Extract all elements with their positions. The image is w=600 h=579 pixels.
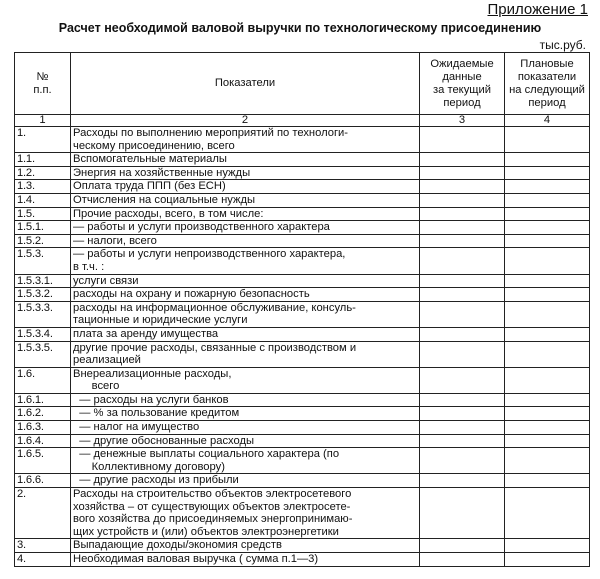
row-value-planned (505, 288, 590, 302)
row-number: 1.5.3.2. (15, 288, 71, 302)
row-description: — другие расходы из прибыли (71, 474, 420, 488)
row-number: 1.5.2. (15, 234, 71, 248)
row-value-current (420, 474, 505, 488)
row-description: Оплата труда ППП (без ЕСН) (71, 180, 420, 194)
row-value-current (420, 327, 505, 341)
row-description: — денежные выплаты социального характера (по Коллективному договору) (71, 448, 420, 474)
row-description: Расходы на строительство объектов электросетевого хозяйства – от существующих объектов электросете- вого хозяйства до присоединяемых энергопринимаю- щих устройств и (или) объектов электроэнергетики (71, 488, 420, 539)
table-row (15, 234, 590, 248)
row-value-planned (505, 341, 590, 367)
table-row (15, 393, 590, 407)
table-row (15, 153, 590, 167)
table-row (15, 474, 590, 488)
revenue-table (14, 52, 590, 567)
row-number: 1.2. (15, 166, 71, 180)
row-value-planned (505, 421, 590, 435)
column-number: 1 (15, 115, 71, 127)
row-number: 1.6.6. (15, 474, 71, 488)
row-number: 1.6.4. (15, 434, 71, 448)
row-description: — налог на имущество (71, 421, 420, 435)
row-number: 2. (15, 488, 71, 539)
table-row (15, 553, 590, 567)
row-value-planned (505, 367, 590, 393)
row-value-current (420, 421, 505, 435)
table-row (15, 327, 590, 341)
row-number: 1.6. (15, 367, 71, 393)
row-value-current (420, 234, 505, 248)
row-description: плата за аренду имущества (71, 327, 420, 341)
row-number: 1.5.3.1. (15, 274, 71, 288)
row-value-current (420, 248, 505, 274)
row-value-current (420, 488, 505, 539)
table-row (15, 341, 590, 367)
table-row (15, 488, 590, 539)
row-value-planned (505, 166, 590, 180)
row-value-current (420, 341, 505, 367)
table-row (15, 248, 590, 274)
row-value-planned (505, 248, 590, 274)
table-header-row (15, 53, 590, 115)
row-value-current (420, 288, 505, 302)
document-title: Расчет необходимой валовой выручки по технологическому присоединению (58, 21, 542, 35)
row-number: 1.6.2. (15, 407, 71, 421)
row-value-planned (505, 207, 590, 221)
row-number: 1. (15, 127, 71, 153)
row-description: — налоги, всего (71, 234, 420, 248)
row-description: — расходы на услуги банков (71, 393, 420, 407)
table-body (15, 127, 590, 567)
table-row (15, 221, 590, 235)
row-number: 4. (15, 553, 71, 567)
row-value-planned (505, 393, 590, 407)
table-row (15, 301, 590, 327)
row-description: расходы на информационное обслуживание, консуль- тационные и юридические услуги (71, 301, 420, 327)
row-number: 1.5.3.5. (15, 341, 71, 367)
row-value-planned (505, 539, 590, 553)
row-value-current (420, 166, 505, 180)
table-row (15, 421, 590, 435)
column-header: Ожидаемые данные за текущий период (420, 53, 505, 115)
table-row (15, 407, 590, 421)
row-description: Внереализационные расходы, всего (71, 367, 420, 393)
row-number: 1.4. (15, 193, 71, 207)
row-description: — другие обоснованные расходы (71, 434, 420, 448)
row-description: — работы и услуги непроизводственного характера, в т.ч. : (71, 248, 420, 274)
row-value-planned (505, 553, 590, 567)
row-number: 1.6.5. (15, 448, 71, 474)
row-value-current (420, 221, 505, 235)
row-description: Отчисления на социальные нужды (71, 193, 420, 207)
row-number: 1.6.3. (15, 421, 71, 435)
row-value-planned (505, 327, 590, 341)
row-description: расходы на охрану и пожарную безопасность (71, 288, 420, 302)
column-header: Показатели (71, 53, 420, 115)
row-value-current (420, 407, 505, 421)
appendix-label: Приложение 1 (487, 1, 588, 18)
row-number: 1.5.3.4. (15, 327, 71, 341)
row-value-current (420, 448, 505, 474)
row-value-current (420, 434, 505, 448)
row-value-planned (505, 448, 590, 474)
row-value-current (420, 207, 505, 221)
table-row (15, 448, 590, 474)
row-description: Необходимая валовая выручка ( сумма п.1—3) (71, 553, 420, 567)
column-number: 3 (420, 115, 505, 127)
row-value-current (420, 553, 505, 567)
row-number: 1.5.1. (15, 221, 71, 235)
row-number: 1.5.3. (15, 248, 71, 274)
table-row (15, 367, 590, 393)
row-value-planned (505, 301, 590, 327)
row-number: 1.5.3.3. (15, 301, 71, 327)
row-number: 3. (15, 539, 71, 553)
row-value-planned (505, 474, 590, 488)
row-description: другие прочие расходы, связанные с производством и реализацией (71, 341, 420, 367)
table-row (15, 166, 590, 180)
row-value-planned (505, 193, 590, 207)
row-value-current (420, 393, 505, 407)
row-value-planned (505, 234, 590, 248)
row-value-planned (505, 407, 590, 421)
table-row (15, 127, 590, 153)
row-value-planned (505, 488, 590, 539)
row-value-current (420, 153, 505, 167)
row-value-current (420, 274, 505, 288)
table-row (15, 539, 590, 553)
row-description: Прочие расходы, всего, в том числе: (71, 207, 420, 221)
row-description: Вспомогательные материалы (71, 153, 420, 167)
row-value-planned (505, 434, 590, 448)
row-value-planned (505, 180, 590, 194)
row-value-current (420, 367, 505, 393)
table-row (15, 274, 590, 288)
column-numbers-row (15, 115, 590, 127)
row-value-current (420, 180, 505, 194)
row-number: 1.6.1. (15, 393, 71, 407)
row-value-current (420, 539, 505, 553)
column-number: 2 (71, 115, 420, 127)
table-row (15, 434, 590, 448)
row-number: 1.5. (15, 207, 71, 221)
row-description: — % за пользование кредитом (71, 407, 420, 421)
row-value-current (420, 127, 505, 153)
column-header: Плановые показатели на следующий период (505, 53, 590, 115)
row-value-planned (505, 127, 590, 153)
row-description: услуги связи (71, 274, 420, 288)
table-row (15, 207, 590, 221)
row-value-planned (505, 274, 590, 288)
row-description: Расходы по выполнению мероприятий по технологи- ческому присоединению, всего (71, 127, 420, 153)
table-row (15, 180, 590, 194)
row-description: Выпадающие доходы/экономия средств (71, 539, 420, 553)
table-row (15, 193, 590, 207)
row-value-current (420, 301, 505, 327)
row-description: Энергия на хозяйственные нужды (71, 166, 420, 180)
row-value-planned (505, 221, 590, 235)
row-value-planned (505, 153, 590, 167)
row-value-current (420, 193, 505, 207)
row-description: — работы и услуги производственного характера (71, 221, 420, 235)
row-number: 1.3. (15, 180, 71, 194)
column-number: 4 (505, 115, 590, 127)
row-number: 1.1. (15, 153, 71, 167)
units-label: тыс.руб. (539, 38, 586, 52)
table-row (15, 288, 590, 302)
column-header: № п.п. (15, 53, 71, 115)
